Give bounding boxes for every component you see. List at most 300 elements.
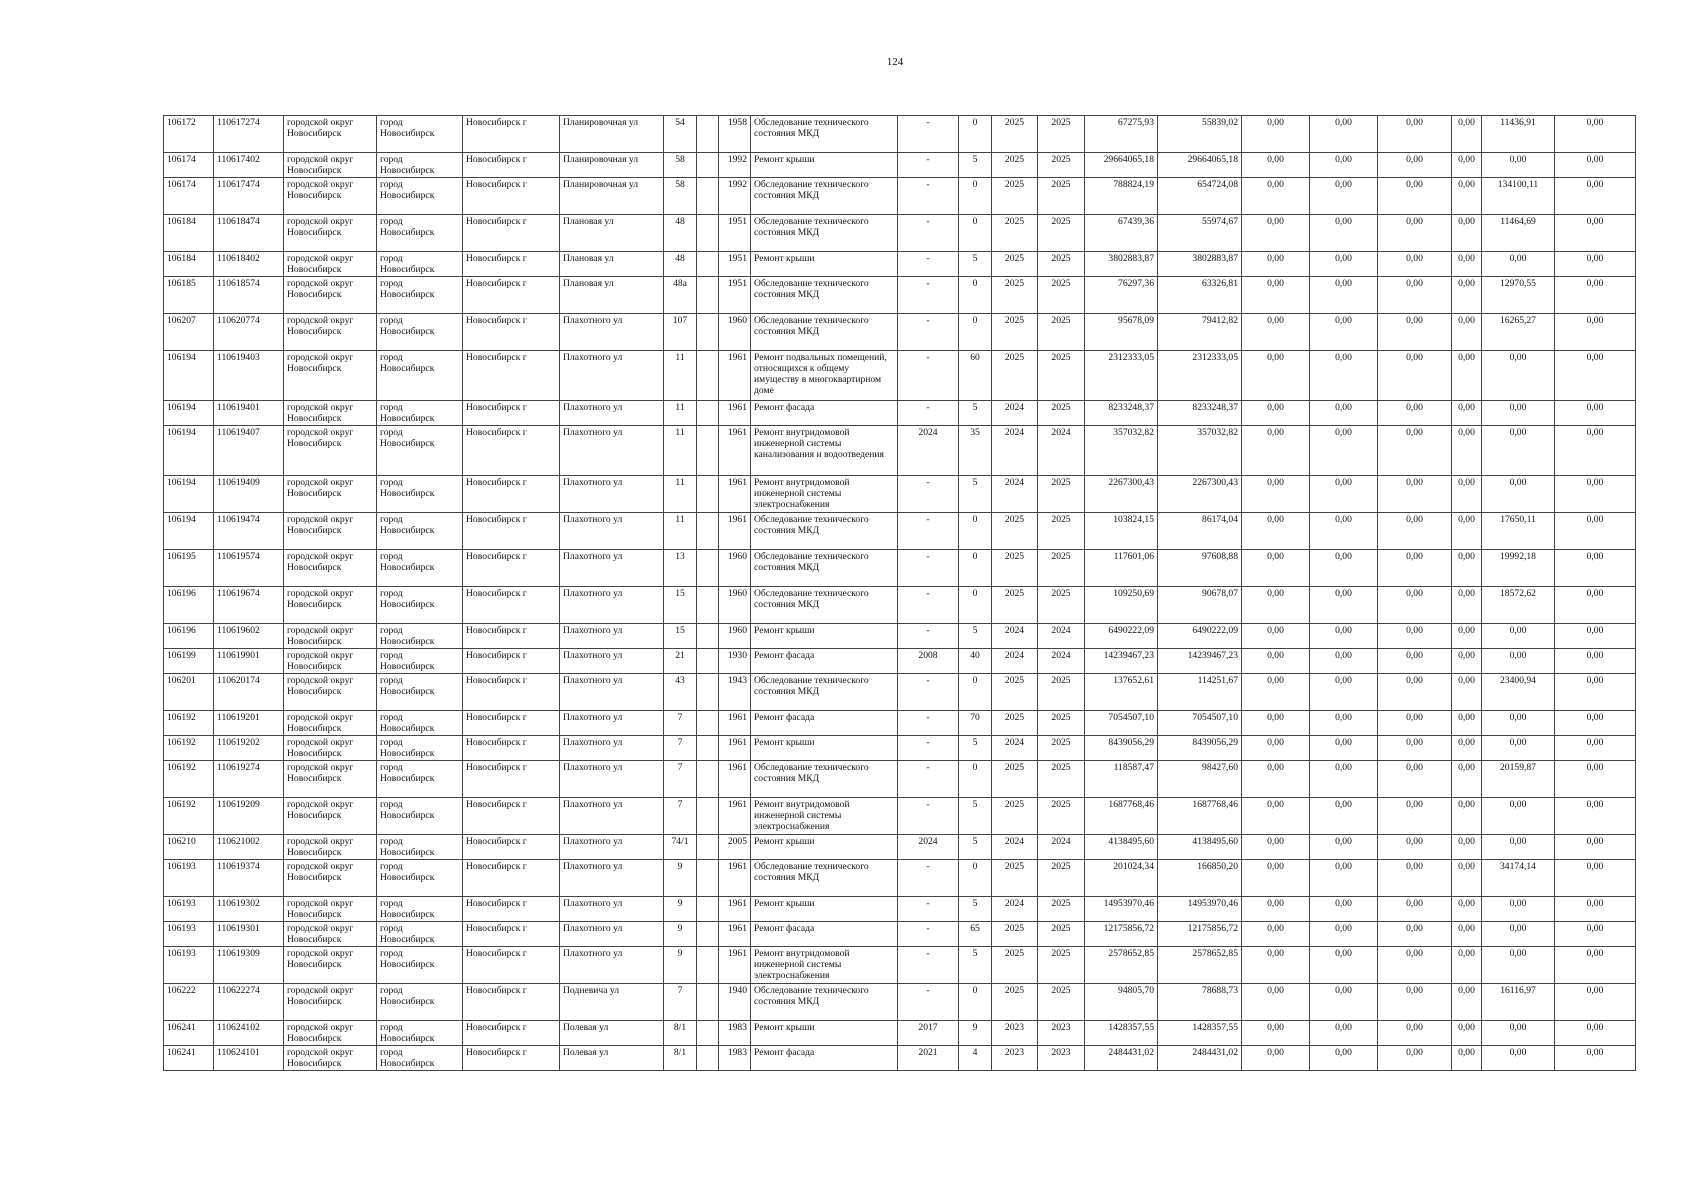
- cell-fund-amount: 2267300,43: [1158, 476, 1242, 513]
- cell-fund-amount: 12175856,72: [1158, 922, 1242, 947]
- cell-wear-percent: 40: [959, 649, 992, 674]
- cell-wear-percent: 0: [959, 984, 992, 1021]
- cell-budget-federal: 0,00: [1242, 897, 1310, 922]
- cell-house-id: 106195: [164, 550, 214, 587]
- cell-municipal-district: городской округ Новосибирск: [284, 1046, 377, 1071]
- table-row: [164, 314, 1636, 351]
- cell-house-id: 106199: [164, 649, 214, 674]
- cell-wear-percent: 0: [959, 860, 992, 897]
- cell-wear-percent: 5: [959, 835, 992, 860]
- table-row: [164, 835, 1636, 860]
- cell-budget-local: 0,00: [1378, 798, 1452, 835]
- cell-street: Плановая ул: [560, 252, 664, 277]
- cell-settlement: город Новосибирск: [377, 649, 463, 674]
- cell-budget-local: 0,00: [1378, 401, 1452, 426]
- cell-entry-id: 110619302: [214, 897, 284, 922]
- cell-building: [697, 860, 719, 897]
- table-row: [164, 624, 1636, 649]
- cell-budget-federal: 0,00: [1242, 351, 1310, 401]
- table-row: [164, 1021, 1636, 1046]
- cell-wear-percent: 0: [959, 674, 992, 711]
- table-row: [164, 897, 1636, 922]
- cell-street: Планировочная ул: [560, 178, 664, 215]
- cell-work-type: Обследование технического состояния МКД: [751, 513, 898, 550]
- cell-building: [697, 897, 719, 922]
- cell-other-source: 0,00: [1452, 947, 1482, 984]
- cell-budget-regional: 0,00: [1310, 351, 1378, 401]
- cell-extra: 0,00: [1555, 761, 1636, 798]
- cell-settlement: город Новосибирск: [377, 1021, 463, 1046]
- cell-plan-start: 2025: [992, 711, 1038, 736]
- cell-street: Плахотного ул: [560, 624, 664, 649]
- cell-work-type: Обследование технического состояния МКД: [751, 674, 898, 711]
- cell-total-cost: 137652,61: [1085, 674, 1158, 711]
- table-row: [164, 1046, 1636, 1071]
- cell-owners-funds: 23400,94: [1482, 674, 1555, 711]
- cell-house-id: 106193: [164, 860, 214, 897]
- cell-other-source: 0,00: [1452, 351, 1482, 401]
- cell-street: Плахотного ул: [560, 550, 664, 587]
- cell-budget-federal: 0,00: [1242, 215, 1310, 252]
- cell-house-number: 58: [664, 153, 697, 178]
- cell-house-number: 54: [664, 116, 697, 153]
- cell-extra: 0,00: [1555, 153, 1636, 178]
- cell-owners-funds: 20159,87: [1482, 761, 1555, 798]
- cell-house-number: 11: [664, 513, 697, 550]
- cell-budget-federal: 0,00: [1242, 649, 1310, 674]
- cell-budget-local: 0,00: [1378, 897, 1452, 922]
- cell-extra: 0,00: [1555, 860, 1636, 897]
- cell-total-cost: 6490222,09: [1085, 624, 1158, 649]
- cell-settlement: город Новосибирск: [377, 947, 463, 984]
- cell-work-type: Ремонт крыши: [751, 153, 898, 178]
- cell-plan-end: 2025: [1038, 897, 1085, 922]
- cell-budget-regional: 0,00: [1310, 835, 1378, 860]
- cell-fund-amount: 14239467,23: [1158, 649, 1242, 674]
- cell-plan-end: 2025: [1038, 736, 1085, 761]
- table-row: [164, 649, 1636, 674]
- cell-owners-funds: 19992,18: [1482, 550, 1555, 587]
- cell-building: [697, 835, 719, 860]
- cell-plan-end: 2024: [1038, 649, 1085, 674]
- cell-budget-regional: 0,00: [1310, 215, 1378, 252]
- table-row: [164, 252, 1636, 277]
- cell-house-id: 106193: [164, 947, 214, 984]
- cell-other-source: 0,00: [1452, 401, 1482, 426]
- cell-budget-local: 0,00: [1378, 153, 1452, 178]
- cell-total-cost: 1428357,55: [1085, 1021, 1158, 1046]
- cell-wear-percent: 5: [959, 736, 992, 761]
- cell-street: Планировочная ул: [560, 153, 664, 178]
- cell-building: [697, 426, 719, 476]
- cell-plan-start: 2024: [992, 736, 1038, 761]
- table-row: [164, 215, 1636, 252]
- cell-wear-percent: 0: [959, 178, 992, 215]
- cell-settlement: город Новосибирск: [377, 674, 463, 711]
- table-row: [164, 587, 1636, 624]
- cell-house-id: 106192: [164, 736, 214, 761]
- cell-building: [697, 624, 719, 649]
- cell-budget-regional: 0,00: [1310, 649, 1378, 674]
- cell-street: Плахотного ул: [560, 798, 664, 835]
- cell-last-repair-year: -: [898, 674, 959, 711]
- cell-budget-local: 0,00: [1378, 860, 1452, 897]
- cell-budget-local: 0,00: [1378, 277, 1452, 314]
- cell-locality: Новосибирск г: [463, 314, 560, 351]
- cell-work-type: Ремонт фасада: [751, 711, 898, 736]
- cell-work-type: Обследование технического состояния МКД: [751, 587, 898, 624]
- cell-municipal-district: городской округ Новосибирск: [284, 426, 377, 476]
- cell-house-id: 106192: [164, 798, 214, 835]
- table-row: [164, 860, 1636, 897]
- cell-fund-amount: 357032,82: [1158, 426, 1242, 476]
- cell-wear-percent: 5: [959, 798, 992, 835]
- cell-municipal-district: городской округ Новосибирск: [284, 252, 377, 277]
- cell-plan-start: 2024: [992, 426, 1038, 476]
- cell-extra: 0,00: [1555, 550, 1636, 587]
- cell-fund-amount: 166850,20: [1158, 860, 1242, 897]
- cell-house-number: 13: [664, 550, 697, 587]
- cell-fund-amount: 2312333,05: [1158, 351, 1242, 401]
- cell-plan-end: 2025: [1038, 984, 1085, 1021]
- cell-build-year: 1961: [719, 513, 751, 550]
- cell-entry-id: 110619374: [214, 860, 284, 897]
- cell-settlement: город Новосибирск: [377, 178, 463, 215]
- cell-house-id: 106174: [164, 153, 214, 178]
- table-row: [164, 736, 1636, 761]
- cell-work-type: Ремонт фасада: [751, 401, 898, 426]
- cell-house-number: 107: [664, 314, 697, 351]
- cell-wear-percent: 65: [959, 922, 992, 947]
- cell-locality: Новосибирск г: [463, 761, 560, 798]
- cell-budget-local: 0,00: [1378, 476, 1452, 513]
- cell-last-repair-year: -: [898, 711, 959, 736]
- cell-municipal-district: городской округ Новосибирск: [284, 401, 377, 426]
- cell-house-number: 15: [664, 624, 697, 649]
- cell-last-repair-year: -: [898, 947, 959, 984]
- cell-house-id: 106184: [164, 215, 214, 252]
- cell-fund-amount: 3802883,87: [1158, 252, 1242, 277]
- cell-build-year: 1960: [719, 624, 751, 649]
- cell-budget-federal: 0,00: [1242, 314, 1310, 351]
- cell-build-year: 1992: [719, 153, 751, 178]
- cell-budget-federal: 0,00: [1242, 984, 1310, 1021]
- cell-other-source: 0,00: [1452, 513, 1482, 550]
- cell-budget-local: 0,00: [1378, 1021, 1452, 1046]
- cell-street: Плахотного ул: [560, 922, 664, 947]
- cell-fund-amount: 7054507,10: [1158, 711, 1242, 736]
- cell-budget-regional: 0,00: [1310, 426, 1378, 476]
- cell-owners-funds: 12970,55: [1482, 277, 1555, 314]
- cell-budget-regional: 0,00: [1310, 761, 1378, 798]
- cell-plan-end: 2025: [1038, 550, 1085, 587]
- cell-entry-id: 110617474: [214, 178, 284, 215]
- cell-work-type: Ремонт внутридомовой инженерной системы электроснабжения: [751, 947, 898, 984]
- cell-locality: Новосибирск г: [463, 215, 560, 252]
- cell-locality: Новосибирск г: [463, 476, 560, 513]
- cell-build-year: 1951: [719, 215, 751, 252]
- cell-municipal-district: городской округ Новосибирск: [284, 476, 377, 513]
- cell-locality: Новосибирск г: [463, 513, 560, 550]
- cell-building: [697, 277, 719, 314]
- cell-other-source: 0,00: [1452, 476, 1482, 513]
- cell-street: Плахотного ул: [560, 860, 664, 897]
- cell-total-cost: 67275,93: [1085, 116, 1158, 153]
- cell-budget-local: 0,00: [1378, 513, 1452, 550]
- cell-settlement: город Новосибирск: [377, 736, 463, 761]
- cell-plan-end: 2025: [1038, 761, 1085, 798]
- cell-building: [697, 252, 719, 277]
- table-row: [164, 153, 1636, 178]
- cell-budget-regional: 0,00: [1310, 513, 1378, 550]
- cell-budget-federal: 0,00: [1242, 178, 1310, 215]
- cell-building: [697, 984, 719, 1021]
- cell-settlement: город Новосибирск: [377, 624, 463, 649]
- cell-budget-federal: 0,00: [1242, 711, 1310, 736]
- cell-total-cost: 109250,69: [1085, 587, 1158, 624]
- cell-work-type: Ремонт внутридомовой инженерной системы электроснабжения: [751, 476, 898, 513]
- cell-locality: Новосибирск г: [463, 426, 560, 476]
- cell-budget-local: 0,00: [1378, 736, 1452, 761]
- cell-settlement: город Новосибирск: [377, 277, 463, 314]
- cell-street: Планировочная ул: [560, 116, 664, 153]
- cell-work-type: Обследование технического состояния МКД: [751, 860, 898, 897]
- cell-building: [697, 649, 719, 674]
- cell-owners-funds: 0,00: [1482, 476, 1555, 513]
- cell-municipal-district: городской округ Новосибирск: [284, 711, 377, 736]
- cell-total-cost: 103824,15: [1085, 513, 1158, 550]
- cell-locality: Новосибирск г: [463, 947, 560, 984]
- cell-last-repair-year: -: [898, 215, 959, 252]
- cell-last-repair-year: 2017: [898, 1021, 959, 1046]
- cell-budget-regional: 0,00: [1310, 897, 1378, 922]
- cell-owners-funds: 34174,14: [1482, 860, 1555, 897]
- cell-plan-end: 2025: [1038, 947, 1085, 984]
- cell-other-source: 0,00: [1452, 860, 1482, 897]
- cell-build-year: 1951: [719, 252, 751, 277]
- cell-other-source: 0,00: [1452, 736, 1482, 761]
- cell-street: Плахотного ул: [560, 897, 664, 922]
- cell-house-id: 106174: [164, 178, 214, 215]
- cell-other-source: 0,00: [1452, 426, 1482, 476]
- cell-building: [697, 711, 719, 736]
- cell-owners-funds: 0,00: [1482, 1021, 1555, 1046]
- cell-building: [697, 798, 719, 835]
- cell-street: Плахотного ул: [560, 587, 664, 624]
- cell-last-repair-year: -: [898, 116, 959, 153]
- cell-house-number: 58: [664, 178, 697, 215]
- cell-street: Полевая ул: [560, 1021, 664, 1046]
- cell-fund-amount: 8233248,37: [1158, 401, 1242, 426]
- cell-plan-start: 2025: [992, 674, 1038, 711]
- cell-budget-regional: 0,00: [1310, 116, 1378, 153]
- cell-build-year: 1961: [719, 476, 751, 513]
- cell-extra: 0,00: [1555, 736, 1636, 761]
- cell-municipal-district: городской округ Новосибирск: [284, 178, 377, 215]
- cell-entry-id: 110619409: [214, 476, 284, 513]
- cell-total-cost: 14953970,46: [1085, 897, 1158, 922]
- cell-budget-local: 0,00: [1378, 215, 1452, 252]
- cell-work-type: Ремонт фасада: [751, 922, 898, 947]
- cell-plan-end: 2025: [1038, 178, 1085, 215]
- cell-budget-federal: 0,00: [1242, 1021, 1310, 1046]
- cell-other-source: 0,00: [1452, 178, 1482, 215]
- cell-plan-start: 2024: [992, 649, 1038, 674]
- cell-owners-funds: 0,00: [1482, 798, 1555, 835]
- cell-street: Плахотного ул: [560, 674, 664, 711]
- cell-budget-local: 0,00: [1378, 252, 1452, 277]
- cell-house-id: 106201: [164, 674, 214, 711]
- cell-house-id: 106241: [164, 1021, 214, 1046]
- cell-other-source: 0,00: [1452, 277, 1482, 314]
- table-row: [164, 351, 1636, 401]
- cell-house-id: 106194: [164, 476, 214, 513]
- cell-entry-id: 110619901: [214, 649, 284, 674]
- cell-municipal-district: городской округ Новосибирск: [284, 513, 377, 550]
- cell-municipal-district: городской округ Новосибирск: [284, 277, 377, 314]
- cell-entry-id: 110624101: [214, 1046, 284, 1071]
- cell-house-id: 106194: [164, 426, 214, 476]
- cell-settlement: город Новосибирск: [377, 116, 463, 153]
- cell-plan-start: 2025: [992, 314, 1038, 351]
- cell-house-id: 106222: [164, 984, 214, 1021]
- cell-fund-amount: 97608,88: [1158, 550, 1242, 587]
- cell-plan-start: 2025: [992, 513, 1038, 550]
- cell-work-type: Ремонт крыши: [751, 835, 898, 860]
- cell-plan-end: 2025: [1038, 860, 1085, 897]
- cell-owners-funds: 0,00: [1482, 649, 1555, 674]
- cell-entry-id: 110619202: [214, 736, 284, 761]
- cell-plan-start: 2025: [992, 178, 1038, 215]
- cell-fund-amount: 63326,81: [1158, 277, 1242, 314]
- cell-build-year: 1951: [719, 277, 751, 314]
- cell-budget-regional: 0,00: [1310, 587, 1378, 624]
- cell-owners-funds: 16265,27: [1482, 314, 1555, 351]
- cell-municipal-district: городской округ Новосибирск: [284, 351, 377, 401]
- cell-wear-percent: 4: [959, 1046, 992, 1071]
- cell-plan-end: 2025: [1038, 252, 1085, 277]
- cell-extra: 0,00: [1555, 649, 1636, 674]
- cell-house-id: 106192: [164, 761, 214, 798]
- cell-plan-end: 2025: [1038, 401, 1085, 426]
- cell-budget-regional: 0,00: [1310, 1046, 1378, 1071]
- cell-wear-percent: 5: [959, 401, 992, 426]
- cell-building: [697, 351, 719, 401]
- cell-other-source: 0,00: [1452, 587, 1482, 624]
- cell-municipal-district: городской округ Новосибирск: [284, 314, 377, 351]
- cell-entry-id: 110619403: [214, 351, 284, 401]
- cell-total-cost: 2312333,05: [1085, 351, 1158, 401]
- cell-wear-percent: 5: [959, 624, 992, 649]
- cell-extra: 0,00: [1555, 277, 1636, 314]
- cell-street: Плахотного ул: [560, 314, 664, 351]
- cell-budget-federal: 0,00: [1242, 426, 1310, 476]
- cell-fund-amount: 654724,08: [1158, 178, 1242, 215]
- cell-budget-federal: 0,00: [1242, 476, 1310, 513]
- cell-owners-funds: 11436,91: [1482, 116, 1555, 153]
- cell-plan-end: 2025: [1038, 587, 1085, 624]
- cell-wear-percent: 0: [959, 314, 992, 351]
- cell-entry-id: 110619309: [214, 947, 284, 984]
- cell-other-source: 0,00: [1452, 984, 1482, 1021]
- cell-total-cost: 2578652,85: [1085, 947, 1158, 984]
- cell-last-repair-year: -: [898, 351, 959, 401]
- cell-total-cost: 76297,36: [1085, 277, 1158, 314]
- cell-owners-funds: 0,00: [1482, 736, 1555, 761]
- cell-municipal-district: городской округ Новосибирск: [284, 922, 377, 947]
- cell-work-type: Ремонт крыши: [751, 252, 898, 277]
- table-row: [164, 426, 1636, 476]
- cell-municipal-district: городской округ Новосибирск: [284, 835, 377, 860]
- cell-owners-funds: 0,00: [1482, 947, 1555, 984]
- cell-extra: 0,00: [1555, 252, 1636, 277]
- cell-last-repair-year: -: [898, 314, 959, 351]
- table-row: [164, 798, 1636, 835]
- cell-total-cost: 2267300,43: [1085, 476, 1158, 513]
- cell-work-type: Ремонт крыши: [751, 897, 898, 922]
- cell-budget-local: 0,00: [1378, 314, 1452, 351]
- cell-build-year: 1961: [719, 761, 751, 798]
- cell-wear-percent: 5: [959, 252, 992, 277]
- cell-budget-regional: 0,00: [1310, 674, 1378, 711]
- cell-house-number: 74/1: [664, 835, 697, 860]
- cell-budget-federal: 0,00: [1242, 116, 1310, 153]
- cell-budget-local: 0,00: [1378, 587, 1452, 624]
- cell-plan-end: 2025: [1038, 513, 1085, 550]
- cell-extra: 0,00: [1555, 674, 1636, 711]
- cell-house-id: 106192: [164, 711, 214, 736]
- cell-fund-amount: 86174,04: [1158, 513, 1242, 550]
- cell-last-repair-year: -: [898, 513, 959, 550]
- cell-budget-local: 0,00: [1378, 550, 1452, 587]
- cell-building: [697, 587, 719, 624]
- cell-build-year: 1961: [719, 736, 751, 761]
- cell-last-repair-year: -: [898, 897, 959, 922]
- cell-last-repair-year: -: [898, 984, 959, 1021]
- cell-entry-id: 110619407: [214, 426, 284, 476]
- cell-extra: 0,00: [1555, 711, 1636, 736]
- cell-build-year: 1961: [719, 947, 751, 984]
- cell-extra: 0,00: [1555, 624, 1636, 649]
- cell-budget-federal: 0,00: [1242, 761, 1310, 798]
- cell-plan-start: 2025: [992, 922, 1038, 947]
- cell-entry-id: 110619301: [214, 922, 284, 947]
- cell-last-repair-year: 2024: [898, 426, 959, 476]
- cell-budget-regional: 0,00: [1310, 550, 1378, 587]
- cell-entry-id: 110619209: [214, 798, 284, 835]
- cell-budget-regional: 0,00: [1310, 153, 1378, 178]
- cell-wear-percent: 0: [959, 215, 992, 252]
- cell-plan-end: 2025: [1038, 277, 1085, 314]
- cell-other-source: 0,00: [1452, 116, 1482, 153]
- cell-locality: Новосибирск г: [463, 897, 560, 922]
- cell-municipal-district: городской округ Новосибирск: [284, 674, 377, 711]
- cell-building: [697, 761, 719, 798]
- cell-budget-local: 0,00: [1378, 835, 1452, 860]
- cell-municipal-district: городской округ Новосибирск: [284, 624, 377, 649]
- cell-extra: 0,00: [1555, 513, 1636, 550]
- cell-locality: Новосибирск г: [463, 649, 560, 674]
- cell-municipal-district: городской округ Новосибирск: [284, 587, 377, 624]
- cell-settlement: город Новосибирск: [377, 860, 463, 897]
- table-row: [164, 401, 1636, 426]
- cell-locality: Новосибирск г: [463, 736, 560, 761]
- cell-entry-id: 110619602: [214, 624, 284, 649]
- cell-house-id: 106193: [164, 922, 214, 947]
- cell-extra: 0,00: [1555, 426, 1636, 476]
- cell-plan-start: 2025: [992, 798, 1038, 835]
- cell-budget-regional: 0,00: [1310, 178, 1378, 215]
